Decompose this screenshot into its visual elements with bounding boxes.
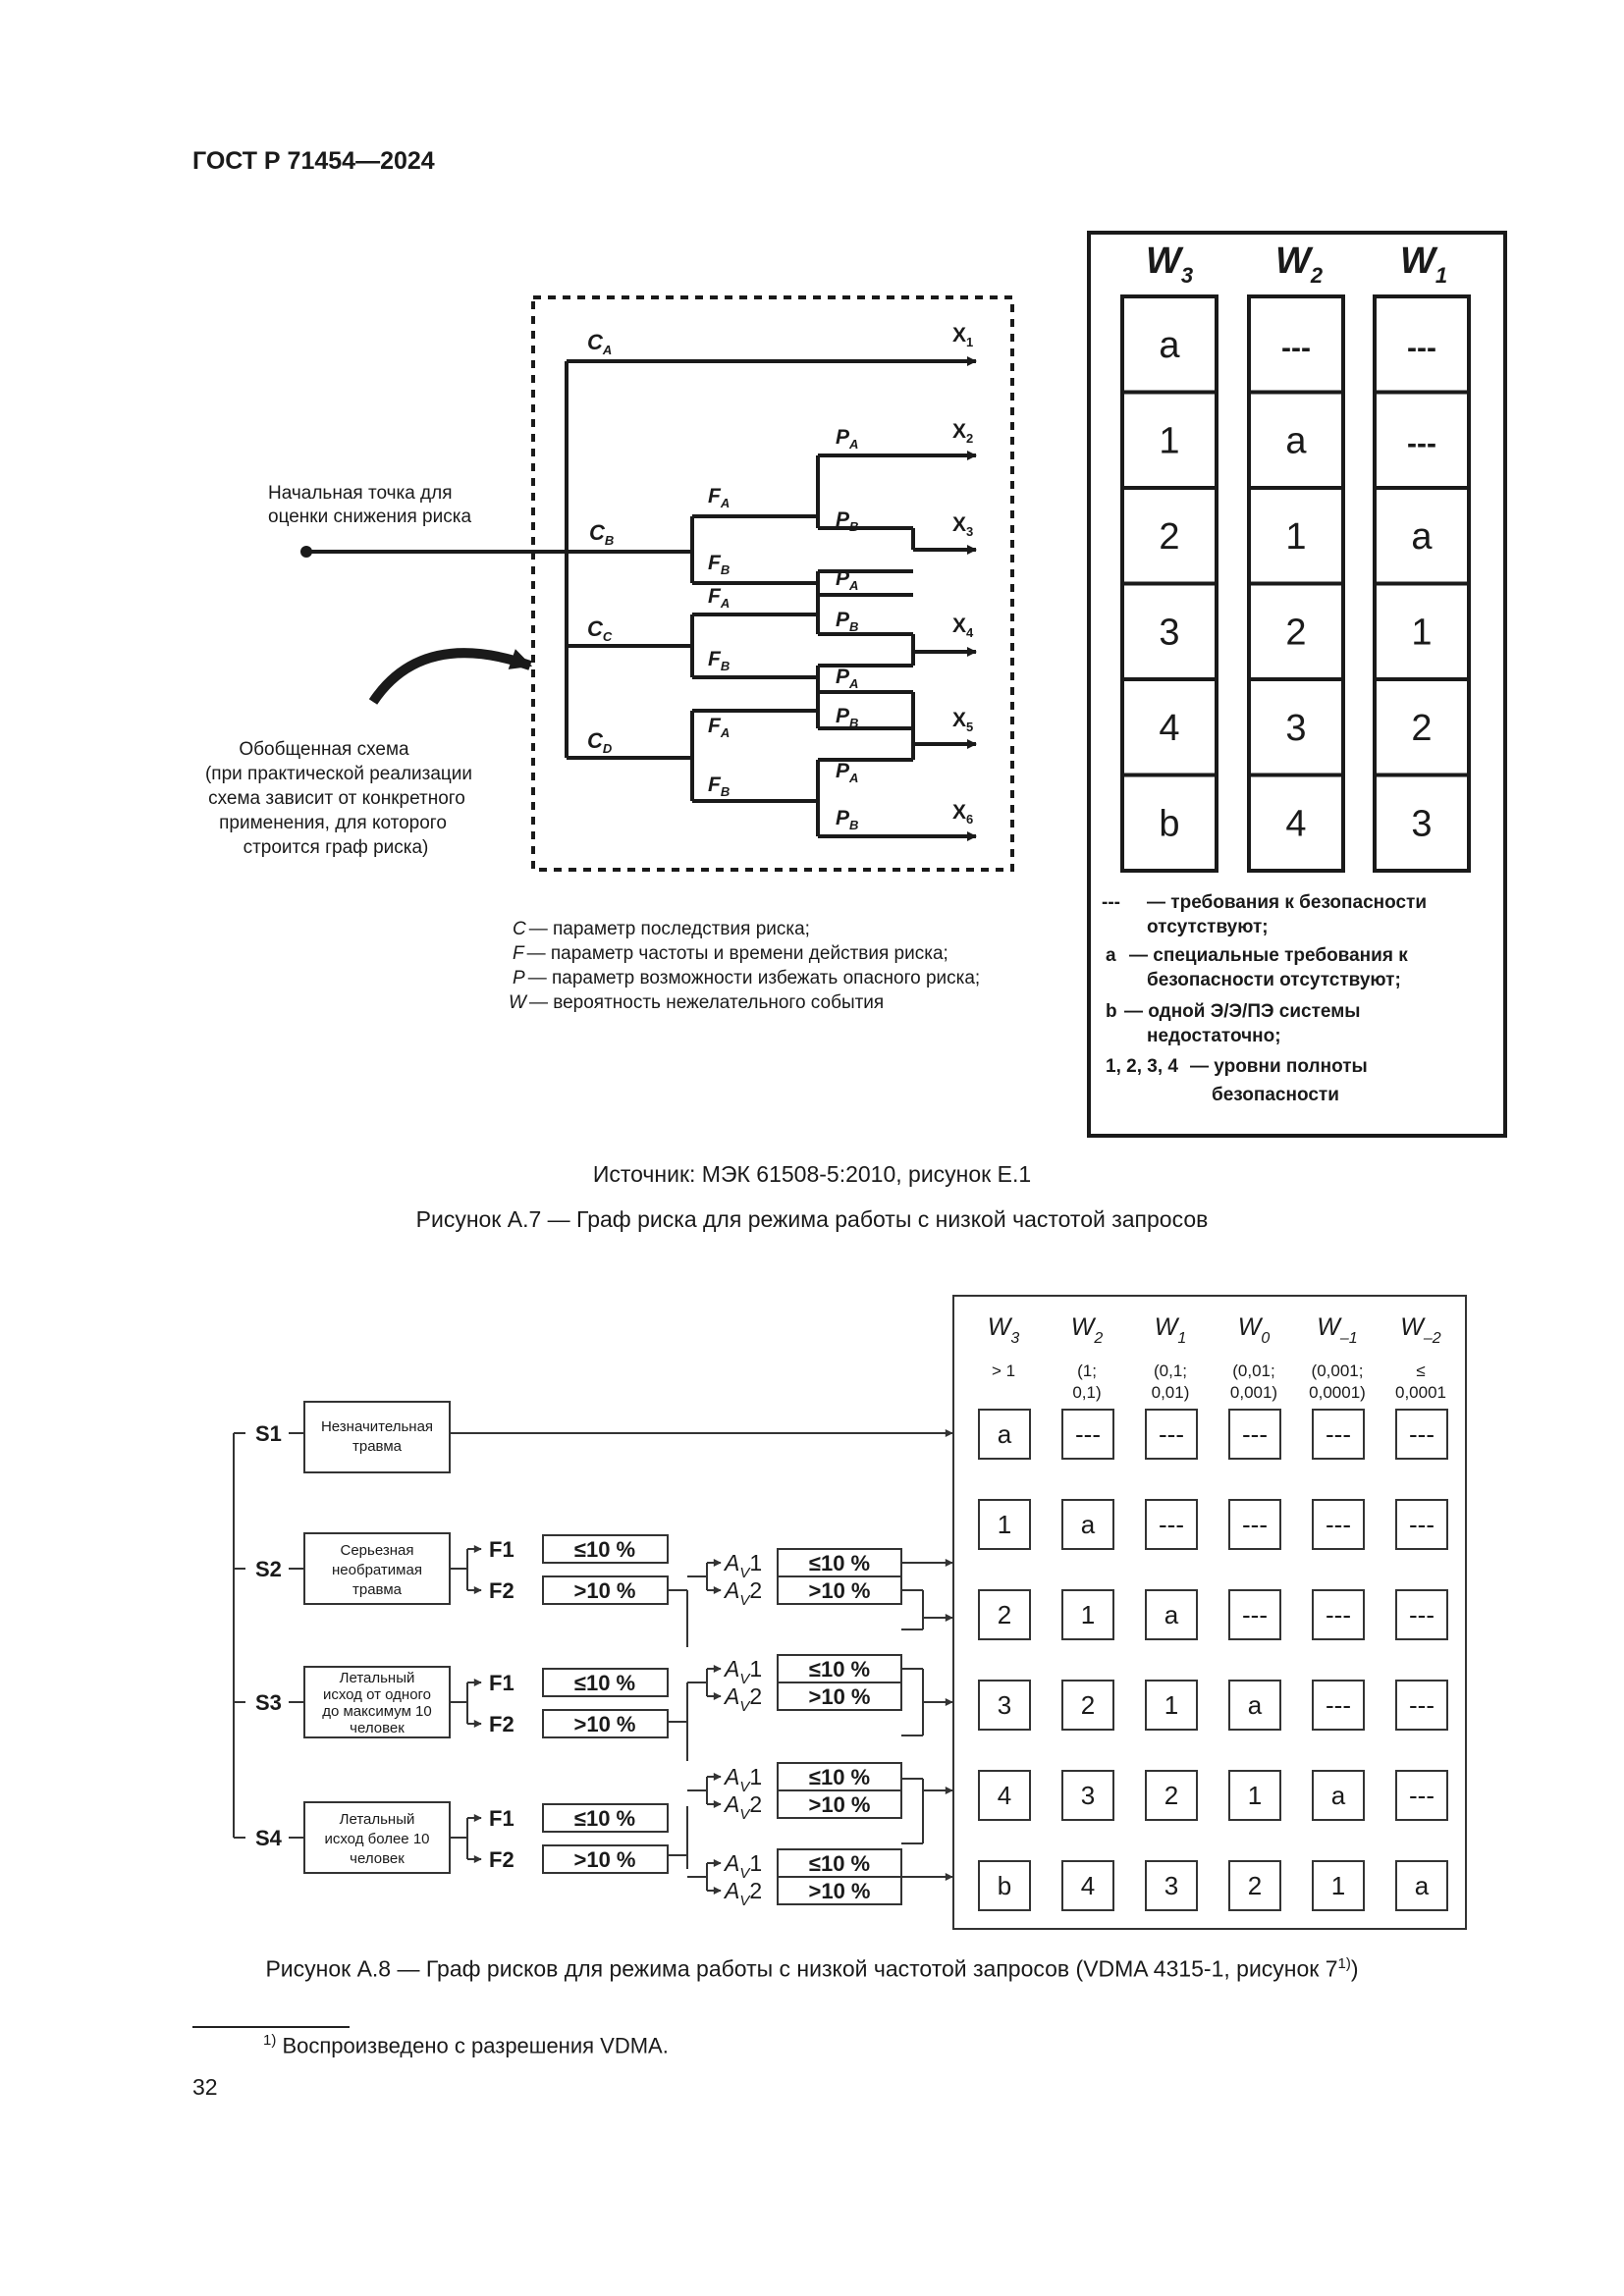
w-matrix-cell-value: 2 [1247, 1871, 1263, 1900]
w-matrix-cell-value: a [1330, 1781, 1346, 1810]
svg-text:FA: $F_A$ [708, 715, 731, 740]
w-panel-legend [1102, 892, 1427, 1105]
svg-text:CB: $C_B$ [589, 520, 615, 548]
w-panel-cell-value: a [1411, 516, 1433, 558]
w-matrix-range: (0,1; [1153, 1362, 1188, 1380]
svg-text:W3: $W_3$ [1145, 240, 1194, 288]
avoidance-value: >10 % [808, 1792, 871, 1817]
w-matrix-range: 0,01) [1151, 1383, 1190, 1402]
risk-tree [567, 361, 976, 836]
svg-text:PB: $P_B$ [836, 705, 859, 730]
svg-text:исход более 10: исход более 10 [324, 1831, 430, 1847]
w-matrix-range: (0,001; [1311, 1362, 1364, 1380]
p-parameter-labels [836, 426, 858, 832]
svg-text:CD: $C_D$ [587, 728, 613, 756]
w-panel-headers [1146, 240, 1447, 288]
svg-text:b: b [1106, 1001, 1117, 1022]
footnote-separator [192, 2026, 350, 2028]
frequency-value: ≤10 % [573, 1671, 636, 1695]
svg-text:a: a [1106, 945, 1116, 966]
svg-text:Серьезная: Серьезная [340, 1542, 414, 1559]
w-matrix-cell-value: a [1164, 1600, 1179, 1629]
svg-text:Летальный: Летальный [339, 1670, 415, 1686]
outcome-labels [952, 324, 974, 827]
w-panel-cell-value: b [1159, 803, 1180, 845]
w-matrix-header: $W_1$ [1154, 1313, 1187, 1347]
w-matrix-cell-value: 3 [1080, 1781, 1096, 1810]
w-panel-cell-value: 3 [1285, 708, 1307, 749]
svg-text:Обобщенная схема: Обобщенная схема [239, 739, 409, 760]
frequency-value: >10 % [573, 1578, 636, 1603]
w-matrix-header: $W_{-1}$ [1317, 1313, 1358, 1347]
w-matrix-cell-value: 4 [997, 1781, 1012, 1810]
avoidance-branches [687, 1549, 901, 1909]
figure-a8-caption: Рисунок А.8 — Граф рисков для режима работы с низкой частотой запросов (VDMA 4315-1, рисунок 7$^{1)}$) [265, 1955, 1359, 1982]
svg-text:(при практической реализации: (при практической реализации [204, 764, 473, 784]
c-parameter-labels [587, 330, 614, 756]
w-matrix-cell-value: --- [1409, 1690, 1435, 1720]
svg-text:безопасности отсутствуют;: безопасности отсутствуют; [1147, 970, 1401, 990]
svg-text:человек: человек [350, 1850, 405, 1867]
svg-text:до максимум 10: до максимум 10 [322, 1703, 432, 1720]
w-panel-cell-value: 2 [1285, 612, 1307, 654]
svg-text:Летальный: Летальный [339, 1811, 415, 1828]
avoidance-value: ≤10 % [808, 1657, 871, 1682]
w-matrix-cell-value: 1 [1164, 1690, 1179, 1720]
w-panel-cell-value: 2 [1411, 708, 1433, 749]
w-matrix-cell-value: a [1247, 1690, 1263, 1720]
w-matrix-header: $W_2$ [1070, 1313, 1104, 1347]
w-matrix-cell-value: 3 [1164, 1871, 1179, 1900]
footnote: $^{1)}$ Воспроизведено с разрешения VDMA. [263, 2032, 669, 2058]
connector-lines [668, 1563, 952, 1877]
frequency-value: ≤10 % [573, 1806, 636, 1831]
svg-text:X1: $X_1$ [952, 324, 974, 349]
svg-text:применения, для которого: применения, для которого [219, 813, 447, 833]
w-matrix-cell-value: --- [1075, 1419, 1101, 1449]
avoidance-value: ≤10 % [808, 1765, 871, 1789]
severity-labels [255, 1421, 283, 1850]
svg-text:— требования к безопасности: — требования к безопасности [1147, 892, 1428, 913]
w-matrix-cell-value: 4 [1080, 1871, 1096, 1900]
w-matrix-cell-value: --- [1409, 1600, 1435, 1629]
svg-text:травма: травма [352, 1581, 403, 1598]
svg-text:— специальные требования к: — специальные требования к [1129, 945, 1408, 966]
severity-box-text [321, 1418, 433, 1867]
avoidance-label: $A_V2$ [725, 1683, 763, 1715]
svg-text:W— вероятность нежелательного: W — вероятность нежелательного события [509, 992, 885, 1013]
w-matrix-cell-value: --- [1409, 1510, 1435, 1539]
avoidance-value: >10 % [808, 1684, 871, 1709]
w-matrix-cell-value: 2 [1164, 1781, 1179, 1810]
svg-text:PB: $P_B$ [836, 609, 859, 634]
svg-text:FB: $F_B$ [708, 774, 731, 799]
svg-text:W2: $W_2$ [1274, 240, 1324, 288]
svg-text:X4: $X_4$ [952, 614, 974, 640]
avoidance-value: >10 % [808, 1578, 871, 1603]
w-matrix-cell-value: 2 [997, 1600, 1012, 1629]
w-panel-columns [1122, 296, 1469, 871]
w-panel-cell-value: --- [1407, 332, 1436, 364]
svg-text:FB: $F_B$ [708, 648, 731, 673]
w-matrix-cell-value: --- [1326, 1419, 1351, 1449]
svg-text:PA: $P_A$ [836, 567, 859, 593]
w-matrix-range: (0,01; [1232, 1362, 1275, 1380]
w-matrix-cell-value: a [997, 1419, 1012, 1449]
avoidance-value: >10 % [808, 1879, 871, 1903]
w-matrix-headers [988, 1313, 1446, 1402]
svg-text:необратимая: необратимая [332, 1562, 422, 1578]
svg-text:F— параметр частоты и времени: F — параметр частоты и времени действия риска; [513, 943, 948, 964]
svg-text:PB: $P_B$ [836, 508, 859, 534]
svg-text:S3: S3 [255, 1690, 282, 1715]
w-matrix-cell-value: --- [1242, 1600, 1268, 1629]
frequency-label: F2 [489, 1578, 514, 1603]
svg-text:травма: травма [352, 1438, 403, 1455]
svg-text:человек: человек [350, 1720, 405, 1736]
avoidance-label: $A_V1$ [725, 1656, 763, 1687]
svg-text:FA: $F_A$ [708, 585, 731, 611]
svg-text:PA: $P_A$ [836, 760, 859, 785]
frequency-label: F1 [489, 1537, 514, 1562]
svg-text:S4: S4 [255, 1826, 282, 1850]
w-matrix-header: $W_3$ [987, 1313, 1020, 1347]
w-matrix-cell-value: b [997, 1871, 1012, 1900]
w-panel-cell-value: --- [1407, 427, 1436, 460]
avoidance-label: $A_V2$ [725, 1577, 763, 1609]
w-matrix-header: $W_{-2}$ [1400, 1313, 1441, 1347]
w-matrix-cell-value: --- [1409, 1781, 1435, 1810]
avoidance-label: $A_V1$ [725, 1764, 763, 1795]
svg-text:PB: $P_B$ [836, 807, 859, 832]
w-matrix-cell-value: --- [1242, 1510, 1268, 1539]
svg-text:схема зависит от конкретного: схема зависит от конкретного [208, 788, 465, 809]
svg-text:W1: $W_1$ [1399, 240, 1448, 288]
w-matrix-range: 0,0001) [1309, 1383, 1366, 1402]
figure-a8-risk-graph [0, 1276, 1624, 1963]
w-panel-cell-value: 1 [1159, 420, 1180, 462]
w-matrix-range: (1; [1077, 1362, 1097, 1380]
svg-text:— уровни полноты: — уровни полноты [1190, 1056, 1368, 1077]
w-panel-cell-value: 2 [1159, 516, 1180, 558]
w-panel-cell-value: 4 [1285, 803, 1307, 845]
avoidance-label: $A_V2$ [725, 1791, 763, 1823]
svg-text:PA: $P_A$ [836, 426, 859, 452]
w-matrix-range: 0,1) [1072, 1383, 1102, 1402]
avoidance-value: ≤10 % [808, 1551, 871, 1575]
w-panel-cell-value: a [1159, 325, 1180, 366]
document-number: ГОСТ Р 71454—2024 [192, 147, 435, 175]
svg-text:CA: $C_A$ [587, 330, 613, 357]
frequency-label: F2 [489, 1712, 514, 1736]
svg-text:P— параметр возможности избежа: P — параметр возможности избежать опасного риска; [513, 968, 981, 988]
page-number: 32 [192, 2074, 218, 2100]
w-matrix-cell-value: --- [1409, 1419, 1435, 1449]
w-panel-cell-value: 3 [1411, 803, 1433, 845]
svg-text:S2: S2 [255, 1557, 282, 1581]
svg-text:— одной Э/Э/ПЭ системы: — одной Э/Э/ПЭ системы [1124, 1001, 1361, 1022]
frequency-value: >10 % [573, 1712, 636, 1736]
svg-text:FB: $F_B$ [708, 552, 731, 577]
w-matrix-cell-value: 2 [1080, 1690, 1096, 1720]
start-point-label: оценки снижения риска [268, 507, 472, 527]
svg-text:FA: $F_A$ [708, 485, 731, 510]
frequency-label: F2 [489, 1847, 514, 1872]
svg-text:недостаточно;: недостаточно; [1147, 1026, 1281, 1046]
avoidance-label: $A_V1$ [725, 1550, 763, 1581]
w-panel-cell-value: 1 [1411, 612, 1433, 654]
svg-text:PA: $P_A$ [836, 666, 859, 691]
frequency-branches [450, 1535, 668, 1873]
svg-text:Незначительная: Незначительная [320, 1418, 434, 1435]
w-panel-cell-value: 1 [1285, 516, 1307, 558]
w-matrix-cell-value: 1 [1330, 1871, 1346, 1900]
w-matrix-header: $W_0$ [1237, 1313, 1271, 1347]
svg-text:X2: $X_2$ [952, 420, 974, 446]
frequency-value: >10 % [573, 1847, 636, 1872]
frequency-label: F1 [489, 1806, 514, 1831]
w-matrix-cells [979, 1410, 1447, 1910]
w-matrix-cell-value: 3 [997, 1690, 1012, 1720]
frequency-label: F1 [489, 1671, 514, 1695]
frequency-value: ≤10 % [573, 1537, 636, 1562]
svg-text:исход от одного: исход от одного [322, 1686, 432, 1703]
generic-scheme-note [205, 739, 472, 858]
curved-arrow [373, 653, 530, 702]
w-panel-cell-value: 4 [1159, 708, 1180, 749]
svg-text:строится граф риска): строится граф риска) [243, 837, 429, 858]
svg-text:CC: $C_C$ [587, 616, 613, 644]
svg-text:X5: $X_5$ [952, 709, 974, 734]
w-panel-frame [1089, 233, 1505, 1136]
svg-text:безопасности: безопасности [1212, 1085, 1339, 1105]
svg-text:S1: S1 [255, 1421, 282, 1446]
w-panel-cell-value: 3 [1159, 612, 1180, 654]
svg-text:X3: $X_3$ [952, 513, 974, 539]
w-matrix-cell-value: a [1080, 1510, 1096, 1539]
w-matrix-cell-value: 1 [1247, 1781, 1263, 1810]
svg-text:---: --- [1102, 892, 1120, 913]
avoidance-label: $A_V1$ [725, 1850, 763, 1882]
w-panel-cell-value: --- [1281, 332, 1311, 364]
w-matrix-cell-value: a [1414, 1871, 1430, 1900]
svg-text:1, 2, 3, 4: 1, 2, 3, 4 [1106, 1056, 1178, 1077]
w-matrix-cell-value: 1 [997, 1510, 1012, 1539]
severity-boxes [304, 1402, 450, 1873]
w-matrix-range: ≤ [1416, 1362, 1426, 1380]
start-point-label: Начальная точка для [268, 483, 453, 504]
parameter-legend [509, 919, 980, 1013]
w-matrix-cell-value: --- [1159, 1510, 1184, 1539]
w-panel-cell-value: a [1285, 420, 1307, 462]
w-matrix-cell-value: --- [1326, 1600, 1351, 1629]
f-parameter-labels [708, 485, 730, 799]
svg-text:X6: $X_6$ [952, 801, 974, 827]
w-matrix-cell-value: --- [1242, 1419, 1268, 1449]
figure-a7-source: Источник: МЭК 61508-5:2010, рисунок Е.1 [592, 1161, 1032, 1187]
w-matrix-cell-value: 1 [1080, 1600, 1096, 1629]
w-matrix-cell-value: --- [1326, 1690, 1351, 1720]
svg-text:C— параметр последствия риска;: C — параметр последствия риска; [513, 919, 810, 939]
svg-text:отсутствуют;: отсутствуют; [1147, 917, 1269, 937]
figure-a7-caption: Рисунок А.7 — Граф риска для режима работы с низкой частотой запросов [415, 1206, 1209, 1232]
w-matrix-range: 0,0001 [1395, 1383, 1446, 1402]
w-matrix-range: 0,001) [1229, 1383, 1278, 1402]
avoidance-value: ≤10 % [808, 1851, 871, 1876]
avoidance-label: $A_V2$ [725, 1878, 763, 1909]
w-matrix-cell-value: --- [1159, 1419, 1184, 1449]
w-matrix-range: > 1 [991, 1362, 1016, 1380]
w-matrix-cell-value: --- [1326, 1510, 1351, 1539]
